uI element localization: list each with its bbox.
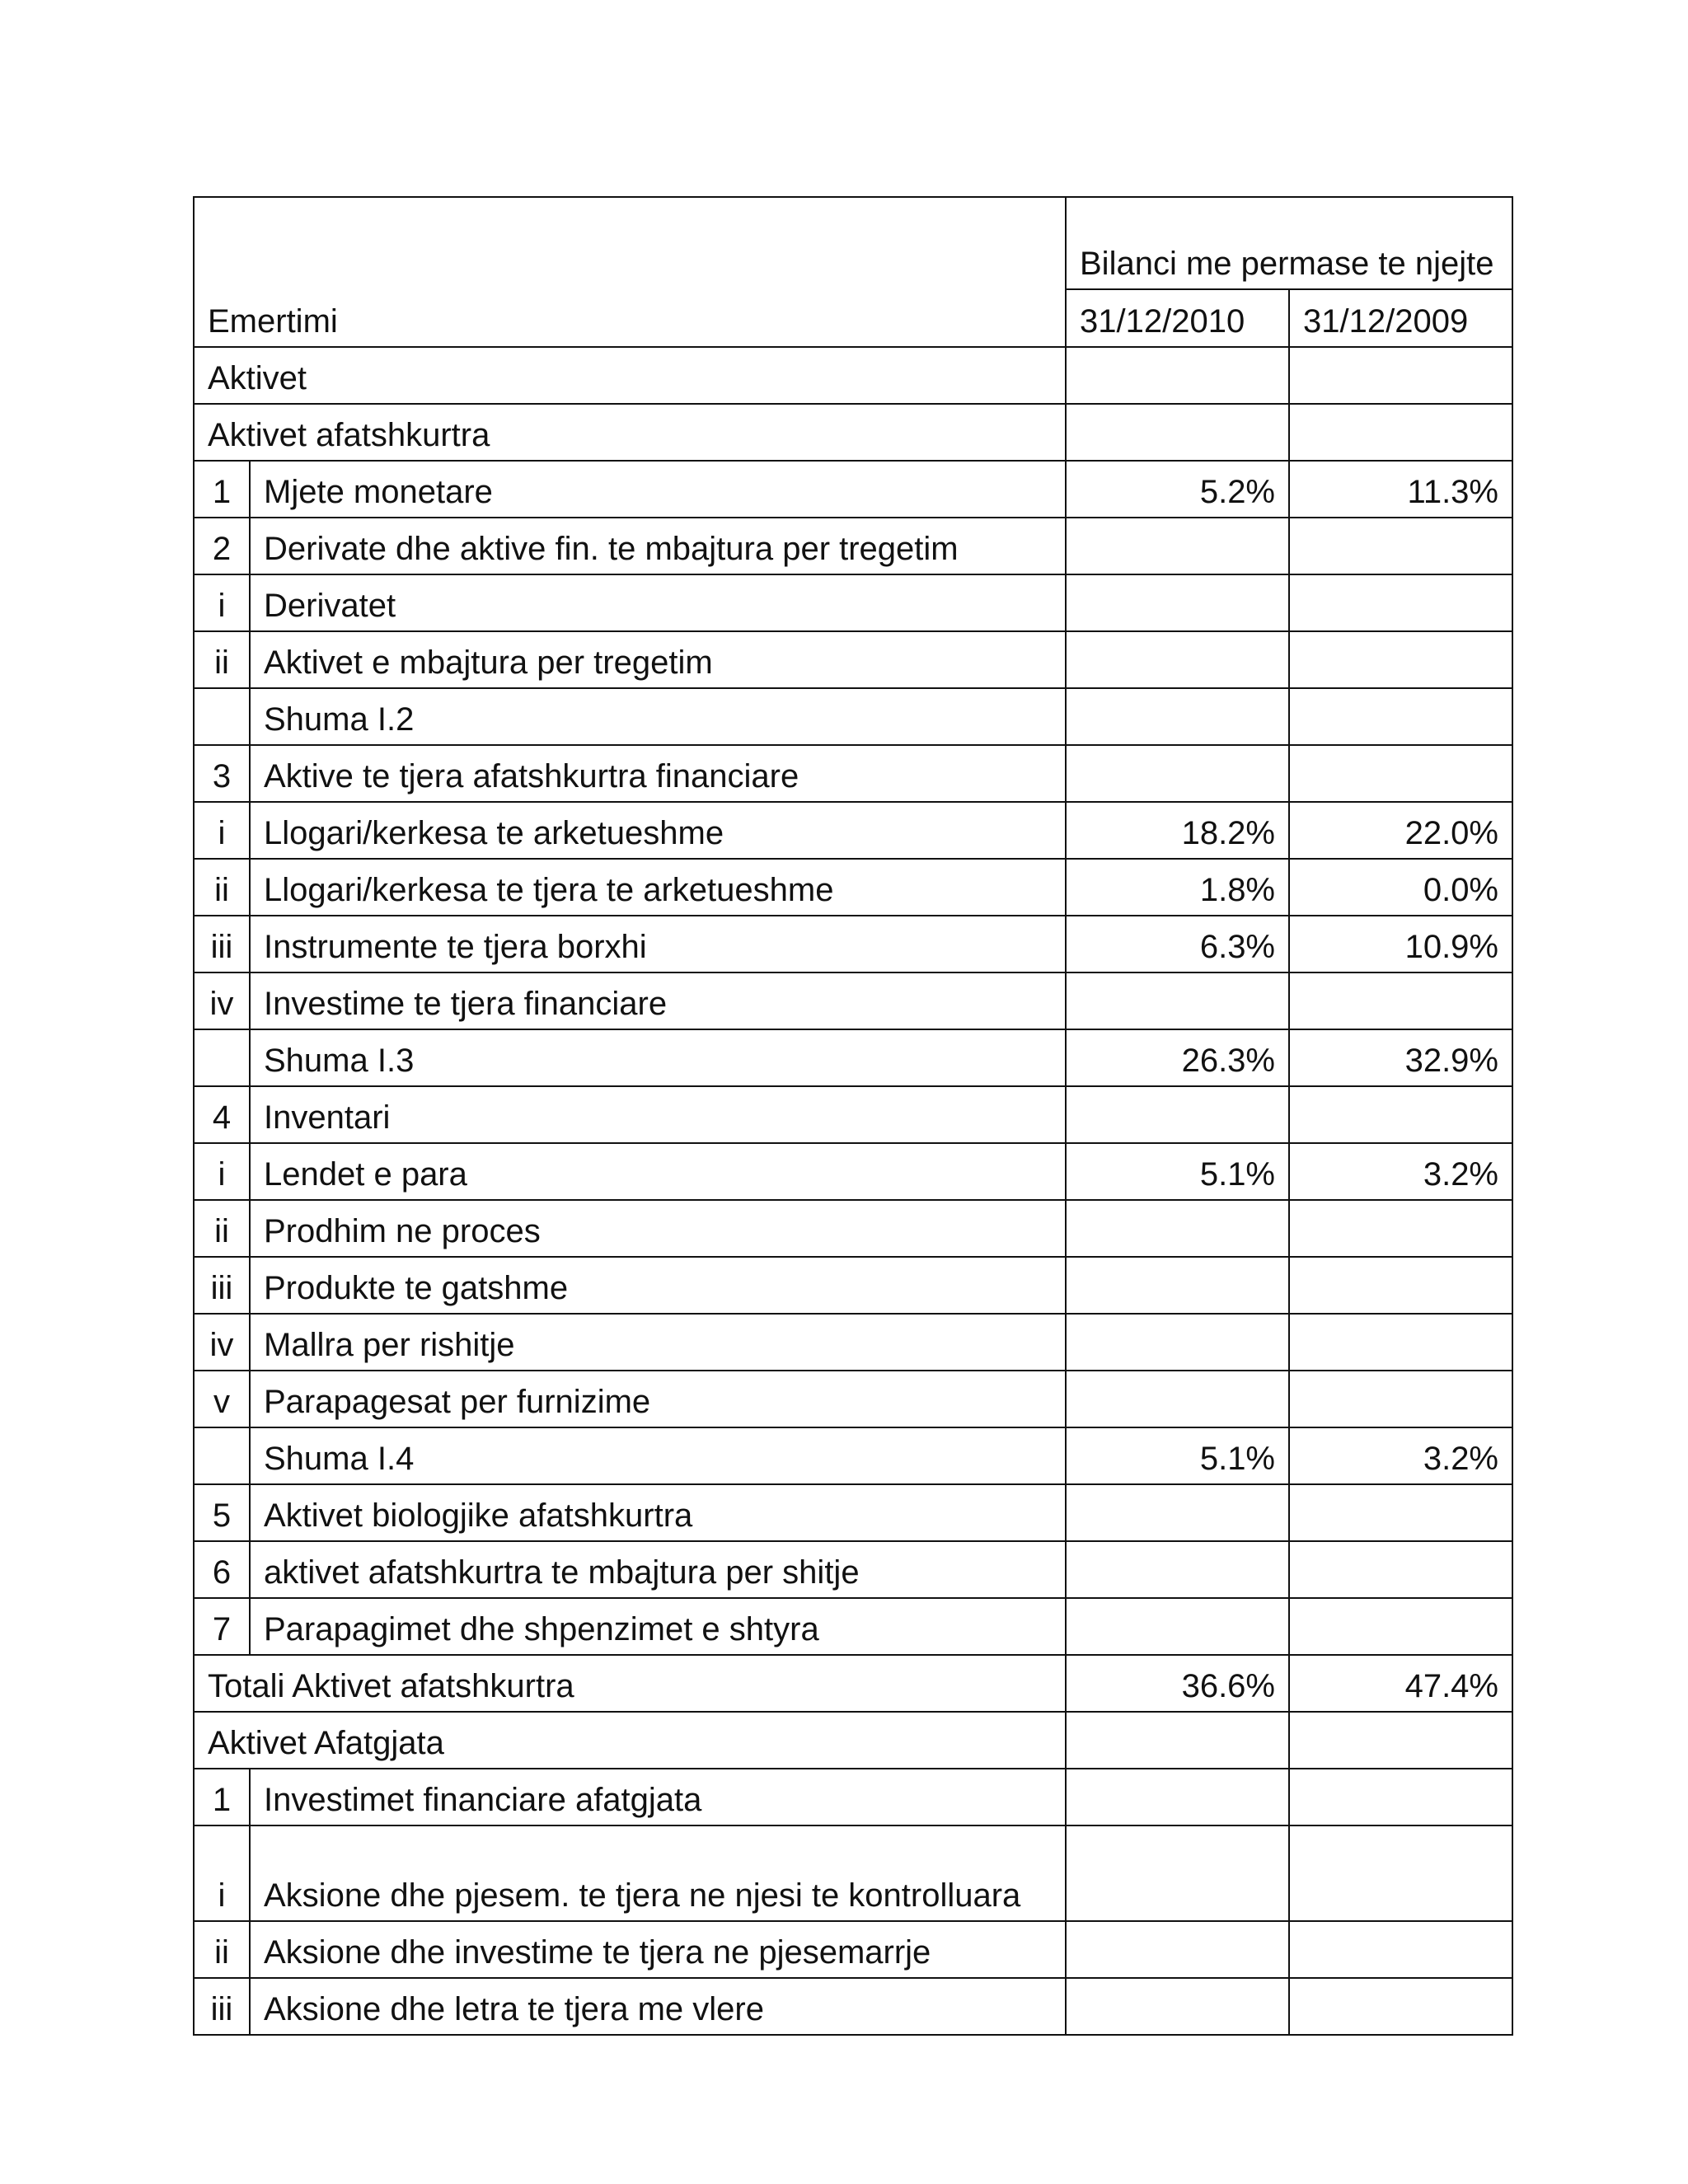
row-number: iv (194, 972, 250, 1029)
value-2010 (1066, 404, 1289, 461)
value-2009 (1289, 688, 1512, 745)
row-number: 2 (194, 518, 250, 574)
value-2009 (1289, 1769, 1512, 1825)
value-2009 (1289, 972, 1512, 1029)
value-2010: 5.2% (1066, 461, 1289, 518)
row-label: Aksione dhe letra te tjera me vlere (250, 1978, 1066, 2035)
value-2009 (1289, 1371, 1512, 1427)
value-2009: 47.4% (1289, 1655, 1512, 1712)
row-number: iv (194, 1314, 250, 1371)
value-2009 (1289, 404, 1512, 461)
row-label: aktivet afatshkurtra te mbajtura per shitje (250, 1541, 1066, 1598)
value-2009 (1289, 1086, 1512, 1143)
value-2010 (1066, 972, 1289, 1029)
table-row (194, 1086, 1512, 1143)
value-2009: 11.3% (1289, 461, 1512, 518)
value-2010 (1066, 1978, 1289, 2035)
value-2009 (1289, 1484, 1512, 1541)
table-row (194, 1200, 1512, 1257)
row-label: Lendet e para (250, 1143, 1066, 1200)
value-2010: 18.2% (1066, 802, 1289, 859)
row-label: Llogari/kerkesa te tjera te arketueshme (250, 859, 1066, 916)
row-label: Investime te tjera financiare (250, 972, 1066, 1029)
value-2010 (1066, 518, 1289, 574)
table-row (194, 574, 1512, 631)
value-2009 (1289, 574, 1512, 631)
row-label: Investimet financiare afatgjata (250, 1769, 1066, 1825)
row-label: Instrumente te tjera borxhi (250, 916, 1066, 972)
row-label: Parapagesat per furnizime (250, 1371, 1066, 1427)
row-number: iii (194, 1978, 250, 2035)
table-row (194, 745, 1512, 802)
value-2009 (1289, 1541, 1512, 1598)
header-row (194, 197, 1512, 289)
table-row (194, 1541, 1512, 1598)
row-number: ii (194, 859, 250, 916)
value-2009: 10.9% (1289, 916, 1512, 972)
value-2010 (1066, 1921, 1289, 1978)
value-2009: 0.0% (1289, 859, 1512, 916)
table-row (194, 1484, 1512, 1541)
row-number: ii (194, 631, 250, 688)
table-row (194, 1921, 1512, 1978)
row-label: Aktivet e mbajtura per tregetim (250, 631, 1066, 688)
row-label: Derivatet (250, 574, 1066, 631)
row-number (194, 688, 250, 745)
table-row (194, 1825, 1512, 1921)
table-row (194, 1598, 1512, 1655)
table-row (194, 972, 1512, 1029)
row-number: i (194, 574, 250, 631)
value-2009 (1289, 1257, 1512, 1314)
value-2009: 22.0% (1289, 802, 1512, 859)
table-row (194, 916, 1512, 972)
value-2009 (1289, 1712, 1512, 1769)
table-row (194, 1427, 1512, 1484)
table-row (194, 1978, 1512, 2035)
row-label: Aktivet afatshkurtra (194, 404, 1066, 461)
table-row (194, 859, 1512, 916)
value-2010: 36.6% (1066, 1655, 1289, 1712)
section-row (194, 347, 1512, 404)
value-2010 (1066, 574, 1289, 631)
value-2010 (1066, 745, 1289, 802)
row-label: Aksione dhe investime te tjera ne pjesemarrje (250, 1921, 1066, 1978)
row-label: Aktivet biologjike afatshkurtra (250, 1484, 1066, 1541)
row-label: Mallra per rishitje (250, 1314, 1066, 1371)
table-row (194, 461, 1512, 518)
value-2010 (1066, 1541, 1289, 1598)
header-period-2: 31/12/2009 (1289, 289, 1512, 347)
row-label: Mjete monetare (250, 461, 1066, 518)
row-number: i (194, 1825, 250, 1921)
row-number: 6 (194, 1541, 250, 1598)
row-number (194, 1029, 250, 1086)
row-number: 5 (194, 1484, 250, 1541)
row-number: 7 (194, 1598, 250, 1655)
value-2010: 5.1% (1066, 1427, 1289, 1484)
row-label: Aktivet Afatgjata (194, 1712, 1066, 1769)
value-2009 (1289, 1314, 1512, 1371)
value-2010 (1066, 1598, 1289, 1655)
value-2009 (1289, 1978, 1512, 2035)
value-2009 (1289, 1921, 1512, 1978)
header-period-1: 31/12/2010 (1066, 289, 1289, 347)
table-row (194, 1257, 1512, 1314)
row-label: Shuma I.2 (250, 688, 1066, 745)
value-2010: 5.1% (1066, 1143, 1289, 1200)
row-number: i (194, 802, 250, 859)
value-2010 (1066, 1484, 1289, 1541)
value-2010 (1066, 1086, 1289, 1143)
row-label: Parapagimet dhe shpenzimet e shtyra (250, 1598, 1066, 1655)
row-label: Derivate dhe aktive fin. te mbajtura per tregetim (250, 518, 1066, 574)
section-row (194, 1655, 1512, 1712)
row-number: iii (194, 1257, 250, 1314)
section-row (194, 404, 1512, 461)
row-number (194, 1427, 250, 1484)
table-row (194, 518, 1512, 574)
table-row (194, 1769, 1512, 1825)
table-row (194, 1143, 1512, 1200)
row-label: Llogari/kerkesa te arketueshme (250, 802, 1066, 859)
value-2010 (1066, 347, 1289, 404)
value-2010 (1066, 1825, 1289, 1921)
row-number: ii (194, 1200, 250, 1257)
row-label: Aksione dhe pjesem. te tjera ne njesi te kontrolluara (250, 1825, 1066, 1921)
table-row (194, 631, 1512, 688)
value-2009: 3.2% (1289, 1427, 1512, 1484)
value-2010: 1.8% (1066, 859, 1289, 916)
table-row (194, 688, 1512, 745)
value-2009 (1289, 1598, 1512, 1655)
row-label: Produkte te gatshme (250, 1257, 1066, 1314)
row-label: Prodhim ne proces (250, 1200, 1066, 1257)
value-2010 (1066, 1314, 1289, 1371)
value-2009 (1289, 745, 1512, 802)
row-number: iii (194, 916, 250, 972)
value-2009 (1289, 347, 1512, 404)
value-2010: 26.3% (1066, 1029, 1289, 1086)
value-2010 (1066, 1769, 1289, 1825)
row-label: Inventari (250, 1086, 1066, 1143)
value-2009: 3.2% (1289, 1143, 1512, 1200)
value-2009 (1289, 1200, 1512, 1257)
table-row (194, 1371, 1512, 1427)
value-2010 (1066, 631, 1289, 688)
section-row (194, 1712, 1512, 1769)
value-2010 (1066, 1200, 1289, 1257)
row-number: ii (194, 1921, 250, 1978)
row-number: 1 (194, 461, 250, 518)
value-2009 (1289, 1825, 1512, 1921)
row-number: 4 (194, 1086, 250, 1143)
value-2009 (1289, 631, 1512, 688)
table-row (194, 1314, 1512, 1371)
row-label: Shuma I.3 (250, 1029, 1066, 1086)
value-2010 (1066, 1712, 1289, 1769)
table-row (194, 802, 1512, 859)
value-2009 (1289, 518, 1512, 574)
row-number: 3 (194, 745, 250, 802)
row-label: Aktivet (194, 347, 1066, 404)
value-2010: 6.3% (1066, 916, 1289, 972)
row-label: Totali Aktivet afatshkurtra (194, 1655, 1066, 1712)
header-group-cell: Bilanci me permase te njejte (1066, 197, 1512, 289)
row-number: 1 (194, 1769, 250, 1825)
value-2010 (1066, 688, 1289, 745)
row-label: Shuma I.4 (250, 1427, 1066, 1484)
row-number: i (194, 1143, 250, 1200)
row-label: Aktive te tjera afatshkurtra financiare (250, 745, 1066, 802)
value-2010 (1066, 1371, 1289, 1427)
header-name-cell: Emertimi (194, 197, 1066, 347)
row-number: v (194, 1371, 250, 1427)
table-row (194, 1029, 1512, 1086)
balance-sheet-table (193, 196, 1513, 2036)
value-2009: 32.9% (1289, 1029, 1512, 1086)
table-body (194, 347, 1512, 2035)
value-2010 (1066, 1257, 1289, 1314)
